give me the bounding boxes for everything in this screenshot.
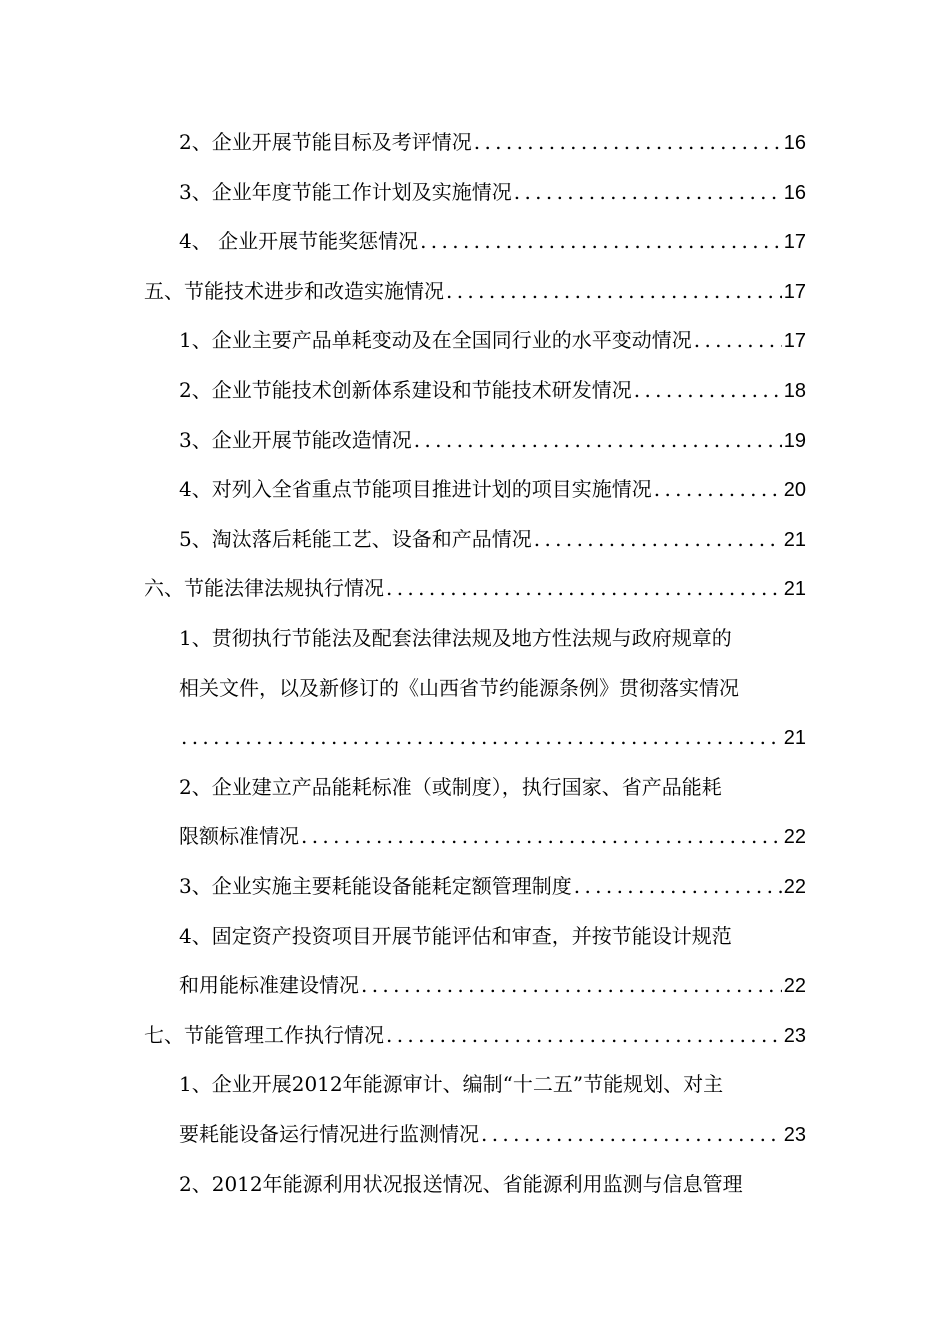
- toc-page-number: 22: [783, 975, 806, 998]
- dot-leader: [634, 376, 782, 404]
- toc-entry[interactable]: [179, 872, 806, 900]
- toc-entry-continuation[interactable]: [179, 822, 806, 850]
- toc-entry-text: 和用能标准建设情况: [179, 973, 359, 998]
- toc-page-number: 22: [783, 826, 806, 849]
- toc-page-number: 17: [783, 280, 806, 303]
- toc-entry[interactable]: [144, 1021, 806, 1049]
- toc-entry-continuation[interactable]: [179, 723, 806, 751]
- toc-entry-text: 3、企业开展节能改造情况: [179, 427, 412, 452]
- toc-entry-text: 相关文件，以及新修订的《山西省节约能源条例》贯彻落实情况: [179, 675, 739, 700]
- toc-page-number: 21: [783, 528, 806, 551]
- toc-entry[interactable]: [179, 128, 806, 156]
- toc-entry-text: 2、2012年能源利用状况报送情况、省能源利用监测与信息管理: [179, 1171, 743, 1196]
- toc-entry-text: 要耗能设备运行情况进行监测情况: [179, 1122, 479, 1146]
- toc-entry-text: 1、贯彻执行节能法及配套法律法规及地方性法规与政府规章的: [179, 626, 732, 650]
- toc-page-number: 16: [783, 181, 806, 204]
- toc-entry-text: 2、企业开展节能目标及考评情况: [179, 130, 472, 154]
- toc-entry-text: 七、节能管理工作执行情况: [144, 1022, 384, 1047]
- toc-page-number: 23: [783, 1124, 806, 1146]
- toc-page-number: 19: [783, 429, 806, 452]
- toc-entry[interactable]: [179, 178, 806, 206]
- dot-leader: [474, 128, 782, 156]
- toc-page-number: 23: [783, 1024, 806, 1047]
- toc-entry: [179, 1070, 806, 1098]
- toc-entry-text: 5、淘汰落后耗能工艺、设备和产品情况: [179, 526, 532, 551]
- toc-page-number: 17: [783, 231, 806, 254]
- toc-entry-continuation[interactable]: [179, 971, 806, 999]
- toc-entry-text: 4、固定资产投资项目开展节能评估和审查，并按节能设计规范: [179, 923, 732, 948]
- toc-entry: [179, 1170, 806, 1198]
- toc-entry-text: 六、节能法律法规执行情况: [144, 576, 384, 601]
- toc-entry-text: 1、企业主要产品单耗变动及在全国同行业的水平变动情况: [179, 328, 692, 353]
- toc-entry-text: 2、企业建立产品能耗标准（或制度），执行国家、省产品能耗: [179, 774, 722, 799]
- dot-leader: [361, 971, 782, 999]
- toc-entry-text: 4、对列入全省重点节能项目推进计划的项目实施情况: [179, 477, 652, 502]
- toc-page-number: 18: [783, 380, 806, 402]
- dot-leader: [420, 227, 782, 255]
- toc-entry[interactable]: [179, 227, 806, 255]
- dot-leader: [386, 1021, 782, 1049]
- toc-entry[interactable]: [144, 277, 806, 305]
- dot-leader: [534, 525, 782, 553]
- toc-entry: [179, 922, 806, 950]
- toc-entry[interactable]: [179, 326, 806, 354]
- toc-page-number: 17: [783, 330, 806, 353]
- toc-entry[interactable]: [179, 376, 806, 404]
- toc-entry-text: 2、企业节能技术创新体系建设和节能技术研发情况: [179, 378, 632, 402]
- toc-entry-text: 五、节能技术进步和改造实施情况: [144, 278, 444, 303]
- toc-entry: [179, 773, 806, 801]
- dot-leader: [301, 822, 782, 850]
- toc-page-number: 16: [783, 132, 806, 154]
- toc-entry-text: 限额标准情况: [179, 824, 299, 849]
- dot-leader: [386, 574, 782, 602]
- toc-entry[interactable]: [179, 426, 806, 454]
- toc-page-number: 21: [783, 727, 806, 750]
- toc-entry[interactable]: [179, 525, 806, 553]
- dot-leader: [414, 426, 782, 454]
- dot-leader: [481, 1120, 782, 1148]
- toc-entry-text: 1、企业开展2012年能源审计、编制“十二五”节能规划、对主: [179, 1072, 724, 1097]
- toc-entry-text: 3、企业年度节能工作计划及实施情况: [179, 179, 512, 204]
- toc-entry-text: 3、企业实施主要耗能设备能耗定额管理制度: [179, 874, 572, 898]
- dot-leader: [446, 277, 782, 305]
- dot-leader: [181, 723, 782, 751]
- dot-leader: [574, 872, 782, 900]
- toc-entry[interactable]: [179, 475, 806, 503]
- toc-page-number: 22: [783, 876, 806, 898]
- toc-entry: [179, 624, 806, 652]
- toc-entry[interactable]: [144, 574, 806, 602]
- dot-leader: [694, 326, 782, 354]
- dot-leader: [654, 475, 782, 503]
- toc-entry-text: 4、 企业开展节能奖惩情况: [179, 229, 419, 254]
- toc-page-number: 21: [783, 578, 806, 601]
- toc-entry-continuation[interactable]: [179, 1120, 806, 1148]
- dot-leader: [514, 178, 782, 206]
- toc-page-number: 20: [783, 479, 806, 502]
- toc-entry-continuation: [179, 674, 806, 702]
